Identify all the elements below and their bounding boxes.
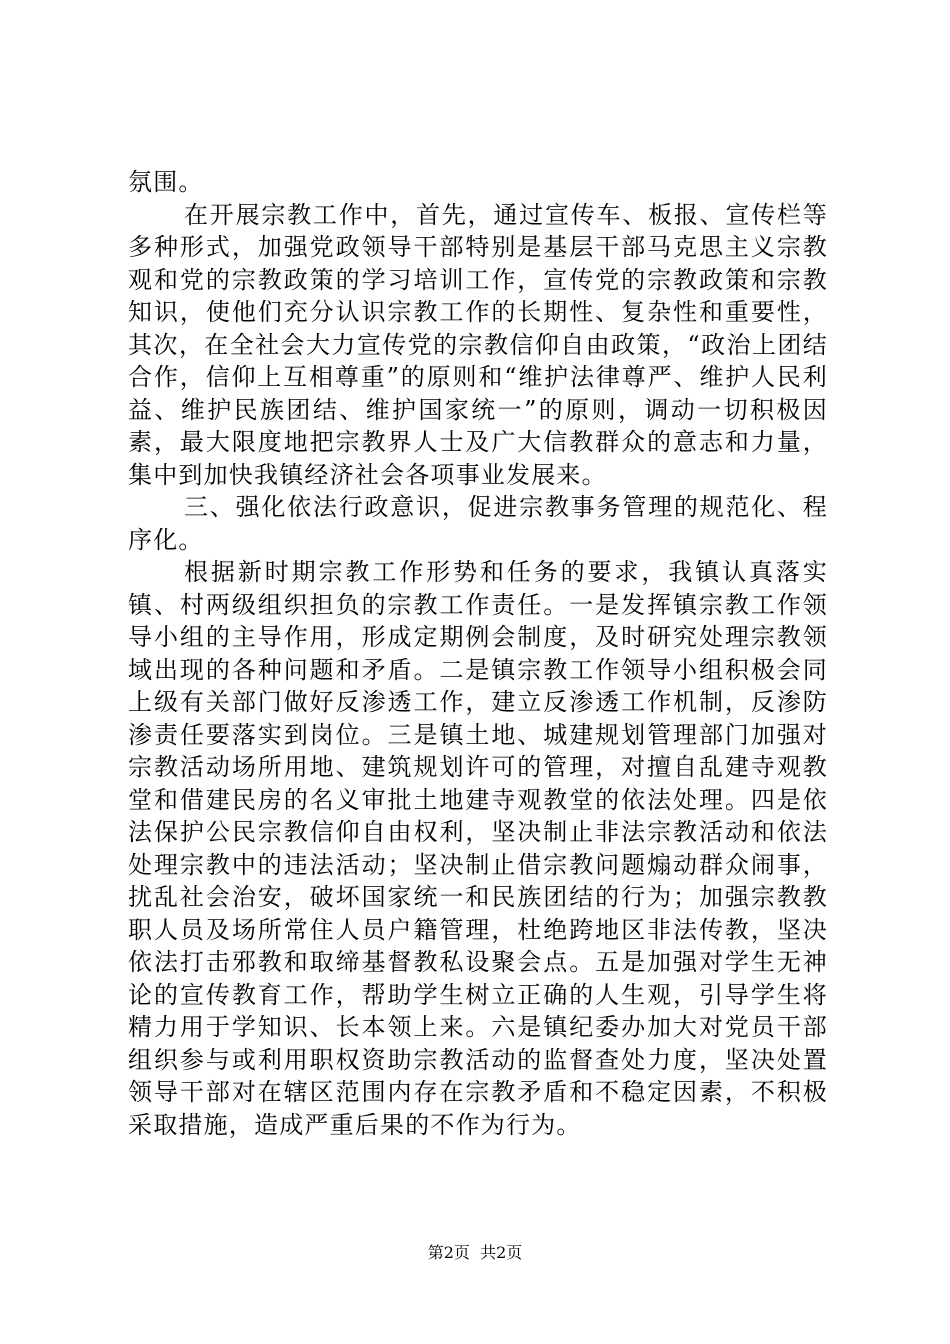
paragraph-religious-work: 在开展宗教工作中，首先，通过宣传车、板报、宣传栏等多种形式，加强党政领导干部特别是基层干部马克思主义宗教观和党的宗教政策的学习培训工作，宣传党的宗教政策和宗教知识，使他们充分认识宗教工作的长期性、复杂性和重要性，其次，在全社会大力宣传党的宗教信仰自由政策，“政治上团结合作，信仰上互相尊重”的原则和“维护法律尊严、维护人民利益、维护民族团结、维护国家统一”的原则，调动一切积极因素，最大限度地把宗教界人士及广大信教群众的意志和力量，集中到加快我镇经济社会各项事业发展来。 — [128, 200, 828, 489]
paragraph-continuation: 氛围。 — [128, 168, 204, 196]
paragraph-responsibilities: 根据新时期宗教工作形势和任务的要求，我镇认真落实镇、村两级组织担负的宗教工作责任。一是发挥镇宗教工作领导小组的主导作用，形成定期例会制度，及时研究处理宗教领域出现的各种问题和矛盾。二是镇宗教工作领导小组积极会同上级有关部门做好反渗透工作，建立反渗透工作机制，反渗防渗责任要落实到岗位。三是镇土地、城建规划管理部门加强对宗教活动场所用地、建筑规划许可的管理，对擅自乱建寺观教堂和借建民房的名义审批土地建寺观教堂的依法处理。四是依法保护公民宗教信仰自由权利，坚决制止非法宗教活动和依法处理宗教中的违法活动；坚决制止借宗教问题煽动群众闹事，扰乱社会治安，破坏国家统一和民族团结的行为；加强宗教教职人员及场所常住人员户籍管理，杜绝跨地区非法传教，坚决依法打击邪教和取缔基督教私设聚会点。五是加强对学生无神论的宣传教育工作，帮助学生树立正确的人生观，引导学生将精力用于学知识、长本领上来。六是镇纪委办加大对党员干部组织参与或利用职权资助宗教活动的监督查处力度，坚决处置领导干部对在辖区范围内存在宗教矛盾和不稳定因素，不积极采取措施，造成严重后果的不作为行为。 — [128, 558, 828, 1139]
page-number-footer: 第2页 共2页 — [427, 1243, 523, 1262]
section-heading-three: 三、强化依法行政意识，促进宗教事务管理的规范化、程序化。 — [128, 493, 828, 554]
document-body — [128, 166, 828, 1141]
